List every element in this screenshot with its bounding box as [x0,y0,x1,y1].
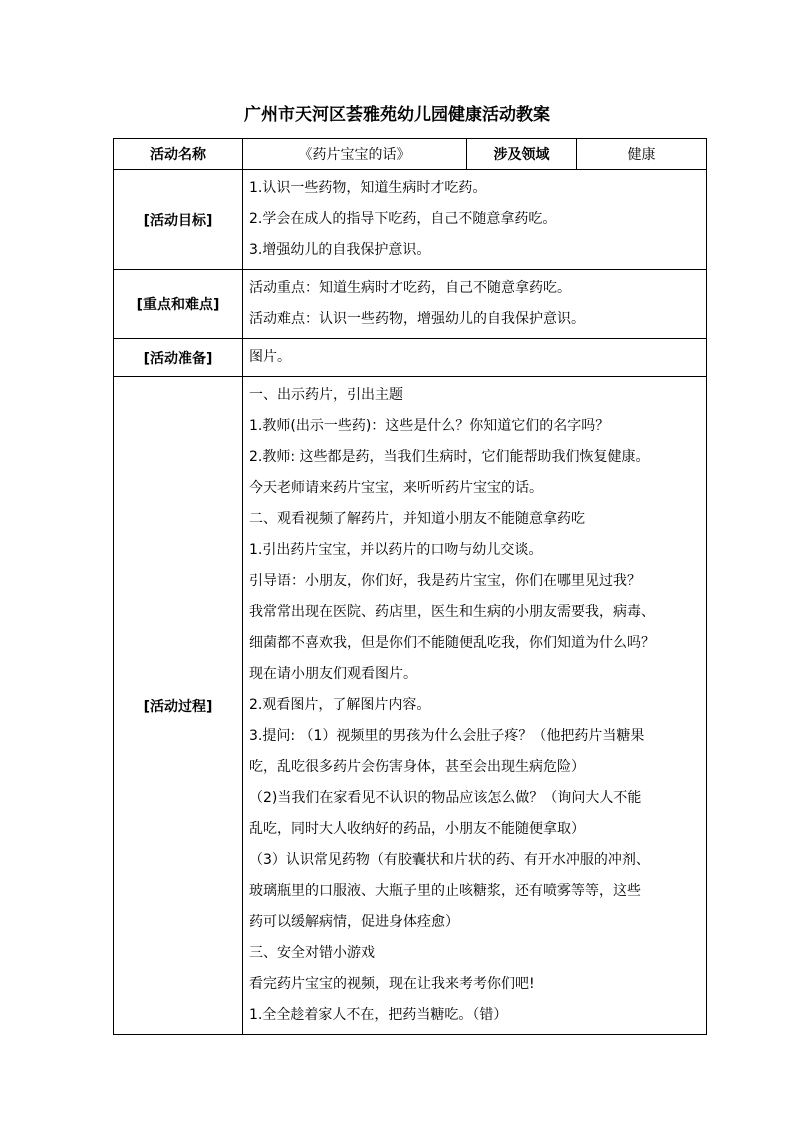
process-line: （3）认识常见药物（有胶囊状和片状的药、有开水冲服的冲剂、 [249,852,650,868]
process-line: 1.全全趁着家人不在，把药当糖吃。（错） [249,1007,508,1023]
activity-name-value: 《药片宝宝的话》 [243,139,467,170]
goals-content [243,170,707,270]
process-line: 看完药片宝宝的视频，现在让我来考考你们吧! [249,976,535,992]
header-row [114,139,707,170]
preparation-content [243,339,707,377]
preparation-label: [活动准备] [114,339,243,377]
process-label: [活动过程] [114,377,243,1035]
process-line: 引导语：小朋友，你们好，我是药片宝宝，你们在哪里见过我？ [249,573,641,589]
process-line: 吃，乱吃很多药片会伤害身体，甚至会出现生病危险） [249,759,585,775]
key-points-label: [重点和难点] [114,270,243,339]
goal-line: 3.增强幼儿的自我保护意识。 [249,242,431,258]
lesson-plan-table [113,138,707,1035]
process-line: 3.提问: （1）视频里的男孩为什么会肚子疼？（他把药片当糖果 [249,728,645,744]
domain-value: 健康 [577,139,707,170]
preparation-line: 图片。 [249,349,291,365]
goal-line: 1.认识一些药物，知道生病时才吃药。 [249,180,487,196]
process-line: 1.教师(出示一些药)：这些是什么？你知道它们的名字吗？ [249,418,610,434]
goal-line: 2.学会在成人的指导下吃药，自己不随意拿药吃。 [249,211,557,227]
key-points-content [243,270,707,339]
process-line: 现在请小朋友们观看图片。 [249,666,417,682]
process-line: 1.引出药片宝宝，并以药片的口吻与幼儿交谈。 [249,542,543,558]
goals-row [114,170,707,270]
process-line: 玻璃瓶里的口服液、大瓶子里的止咳糖浆，还有喷雾等等，这些 [249,883,641,899]
process-line: （2)当我们在家看见不认识的物品应该怎么做？（询问大人不能 [249,790,642,806]
goals-label: [活动目标] [114,170,243,270]
process-line: 细菌都不喜欢我，但是你们不能随便乱吃我，你们知道为什么吗？ [249,635,655,651]
key-points-row [114,270,707,339]
process-line: 药可以缓解病情，促进身体痊愈） [249,914,459,930]
key-point-line: 活动重点：知道生病时才吃药，自己不随意拿药吃。 [249,280,571,296]
process-line: 二、观看视频了解药片，并知道小朋友不能随意拿药吃 [249,511,585,527]
process-line: 2.观看图片，了解图片内容。 [249,697,431,713]
process-line: 三、安全对错小游戏 [249,945,375,961]
process-row [114,377,707,1035]
process-content [243,377,707,1035]
preparation-row [114,339,707,377]
process-line: 今天老师请来药片宝宝，来听听药片宝宝的话。 [249,480,543,496]
process-line: 乱吃，同时大人收纳好的药品，小朋友不能随便拿取） [249,821,585,837]
document-title: 广州市天河区荟雅苑幼儿园健康活动教案 [244,105,550,125]
process-line: 一、出示药片，引出主题 [249,387,403,403]
domain-label: 涉及领域 [467,139,577,170]
key-point-line: 活动难点：认识一些药物，增强幼儿的自我保护意识。 [249,311,585,327]
activity-name-label: 活动名称 [114,139,243,170]
process-line: 我常常出现在医院、药店里，医生和生病的小朋友需要我，病毒、 [249,604,655,620]
process-line: 2.教师: 这些都是药，当我们生病时，它们能帮助我们恢复健康。 [249,449,650,465]
